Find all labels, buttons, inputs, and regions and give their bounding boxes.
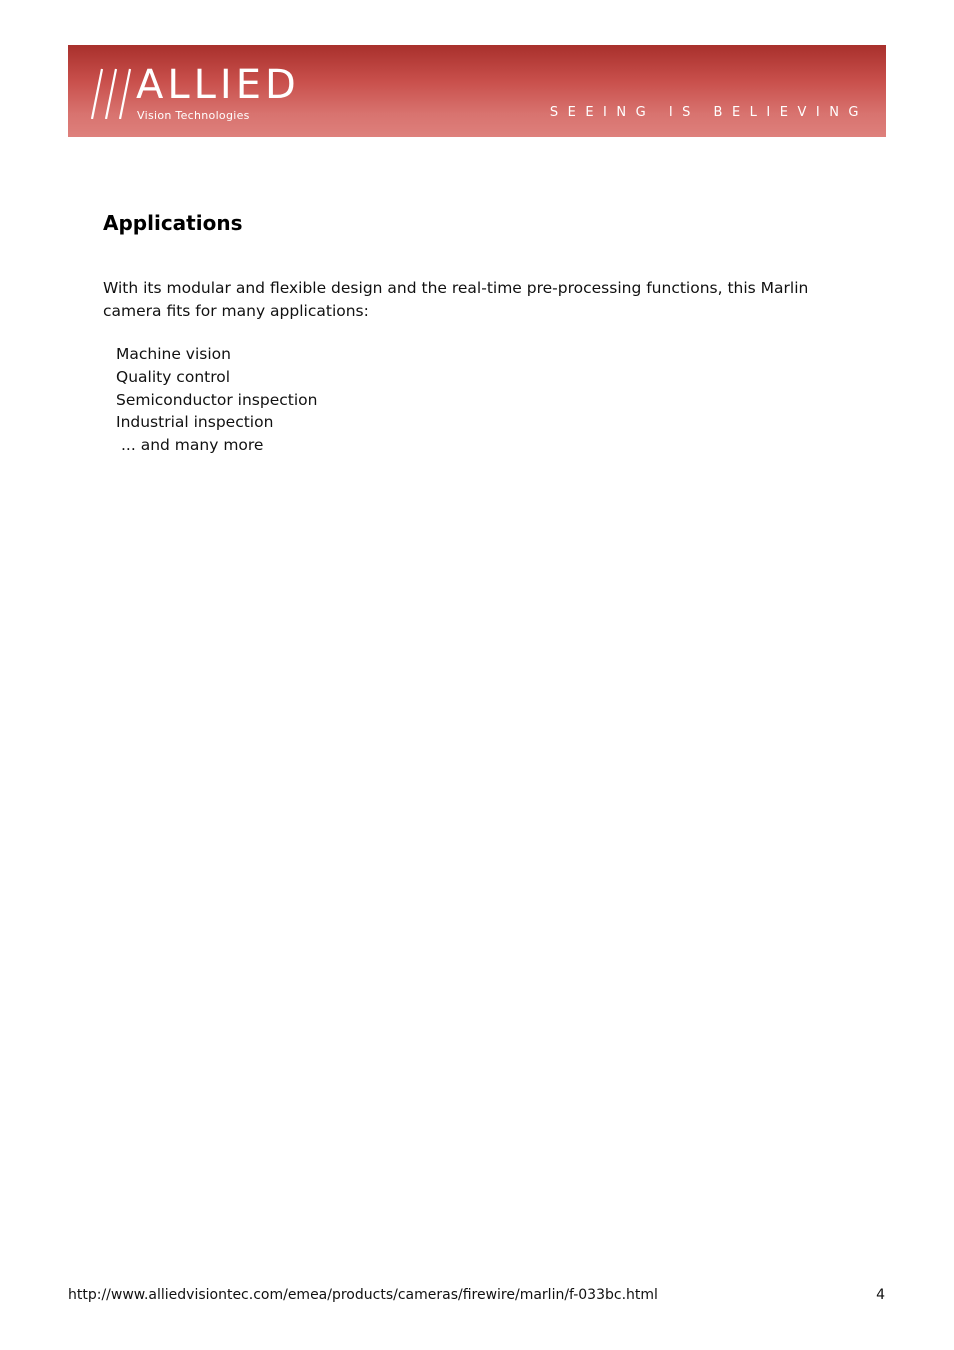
intro-paragraph: With its modular and flexible design and the real-time pre-processing functions, this Marlin camera fits for many applications: (103, 279, 809, 320)
page-number: 4 (876, 1287, 885, 1303)
list-item: Semiconductor inspection (116, 390, 318, 409)
header-banner (68, 45, 886, 137)
list-item: Industrial inspection (116, 413, 274, 432)
and-more-text: ... and many more (121, 436, 264, 454)
brand-tagline: SEEING IS BELIEVING (549, 105, 868, 120)
triple-slash-logo-icon (82, 65, 134, 119)
brand-name: ALLIED (136, 62, 300, 108)
list-item: Quality control (116, 367, 231, 386)
company-logo (82, 63, 312, 125)
list-item: Machine vision (116, 345, 231, 363)
footer-url: http://www.alliedvisiontec.com/emea/products/cameras/firewire/marlin/f-033bc.html (68, 1287, 658, 1303)
brand-subtitle: Vision Technologies (137, 109, 250, 122)
section-heading: Applications (103, 211, 243, 235)
applications-list (116, 343, 317, 434)
